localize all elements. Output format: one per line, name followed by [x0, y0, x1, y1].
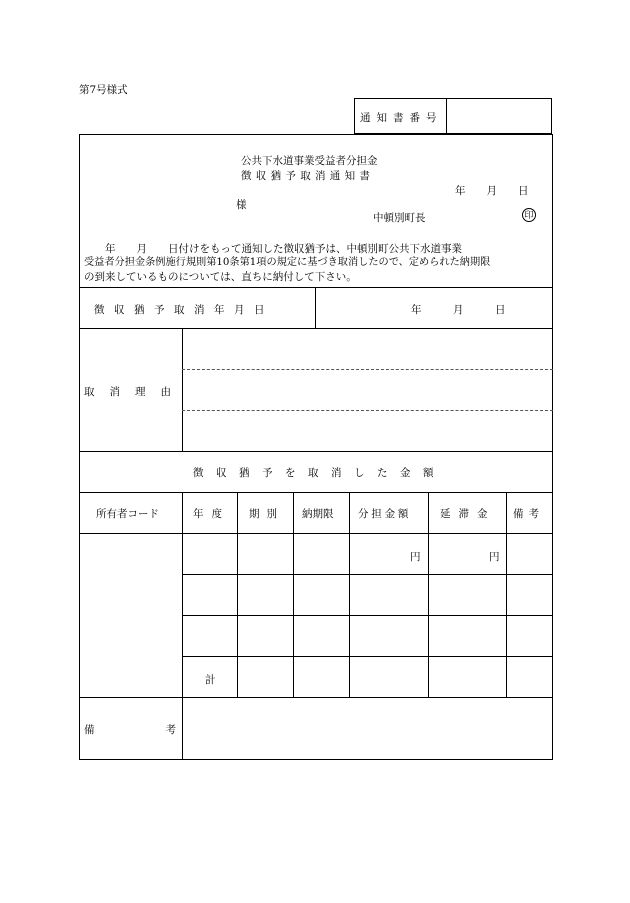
issue-date: 年 月 日 — [455, 185, 529, 197]
reason-label-text: 取消理由 — [84, 386, 186, 398]
reason-rule-1 — [182, 369, 553, 370]
col-divider-3 — [293, 492, 294, 697]
yen-share-amount: 円 — [410, 551, 421, 563]
remarks-label-char2: 考 — [165, 724, 176, 736]
header-share-amount — [358, 506, 411, 521]
notice-body-line2: 受益者分担金条例施行規則第10条第1項の規定に基づき取消したので、定められた納期限 — [84, 257, 491, 268]
col-divider-5 — [428, 492, 429, 697]
notice-body-line3: の到来しているものについては、直ちに納付して下さい。 — [84, 271, 357, 283]
col-divider-2 — [237, 492, 238, 697]
notice-number-divider — [446, 98, 447, 134]
title-line2-text: 徴収猶予取消通知書 — [241, 170, 375, 182]
remarks-divider — [182, 697, 183, 760]
reason-rule-2 — [182, 410, 553, 411]
rule-amount-title-top — [79, 451, 553, 452]
issuer-name: 中頓別町長 — [373, 212, 426, 224]
notice-number-label-text: 通知書番号 — [360, 112, 443, 124]
form-frame — [79, 134, 553, 760]
header-remarks-text: 備考 — [513, 508, 544, 520]
header-period — [249, 506, 284, 521]
rule-reason-top — [79, 328, 553, 329]
rule-cancel-date-top — [79, 287, 553, 288]
amount-section-title — [193, 465, 446, 480]
cancel-date-divider — [315, 287, 316, 328]
header-share-amount-text: 分担金額 — [358, 508, 412, 520]
remarks-label — [84, 722, 176, 737]
recipient-suffix: 様 — [236, 199, 247, 211]
header-remarks — [513, 506, 544, 521]
header-fiscal-year-text: 年度 — [193, 508, 230, 520]
notice-number-label — [360, 110, 443, 125]
cancel-date-label-text: 徴収猶予取消年月日 — [94, 304, 274, 316]
title-line2 — [241, 168, 374, 183]
header-fiscal-year — [193, 506, 230, 521]
header-late-fee — [440, 506, 496, 521]
total-label: 計 — [205, 674, 216, 686]
header-period-text: 期別 — [249, 508, 284, 520]
col-divider-1 — [182, 492, 183, 697]
col-divider-6 — [506, 492, 507, 697]
remarks-label-char1: 備 — [84, 724, 95, 736]
notice-body — [84, 242, 554, 284]
cancel-date-value[interactable]: 年 月 日 — [411, 304, 506, 316]
rule-table-header-top — [79, 492, 553, 493]
rule-remarks-top — [79, 697, 553, 698]
notice-body-line1: 年 月 日付けをもって通知した徴収猶予は、中頓別町公共下水道事業 — [84, 243, 462, 255]
header-due-date: 納期限 — [302, 508, 334, 520]
cancel-date-label — [94, 302, 274, 317]
col-divider-4 — [349, 492, 350, 697]
header-late-fee-text: 延滞金 — [440, 508, 496, 520]
reason-label — [84, 384, 186, 399]
form-number: 第7号様式 — [79, 84, 128, 96]
amount-section-title-text: 徴収猶予を取消した金額 — [193, 467, 446, 479]
yen-late-fee: 円 — [489, 551, 500, 563]
title-line1: 公共下水道事業受益者分担金 — [241, 155, 378, 167]
rule-table-row1-top — [79, 533, 553, 534]
seal-mark: 印 — [522, 208, 536, 222]
header-owner-code: 所有者コード — [96, 508, 159, 520]
